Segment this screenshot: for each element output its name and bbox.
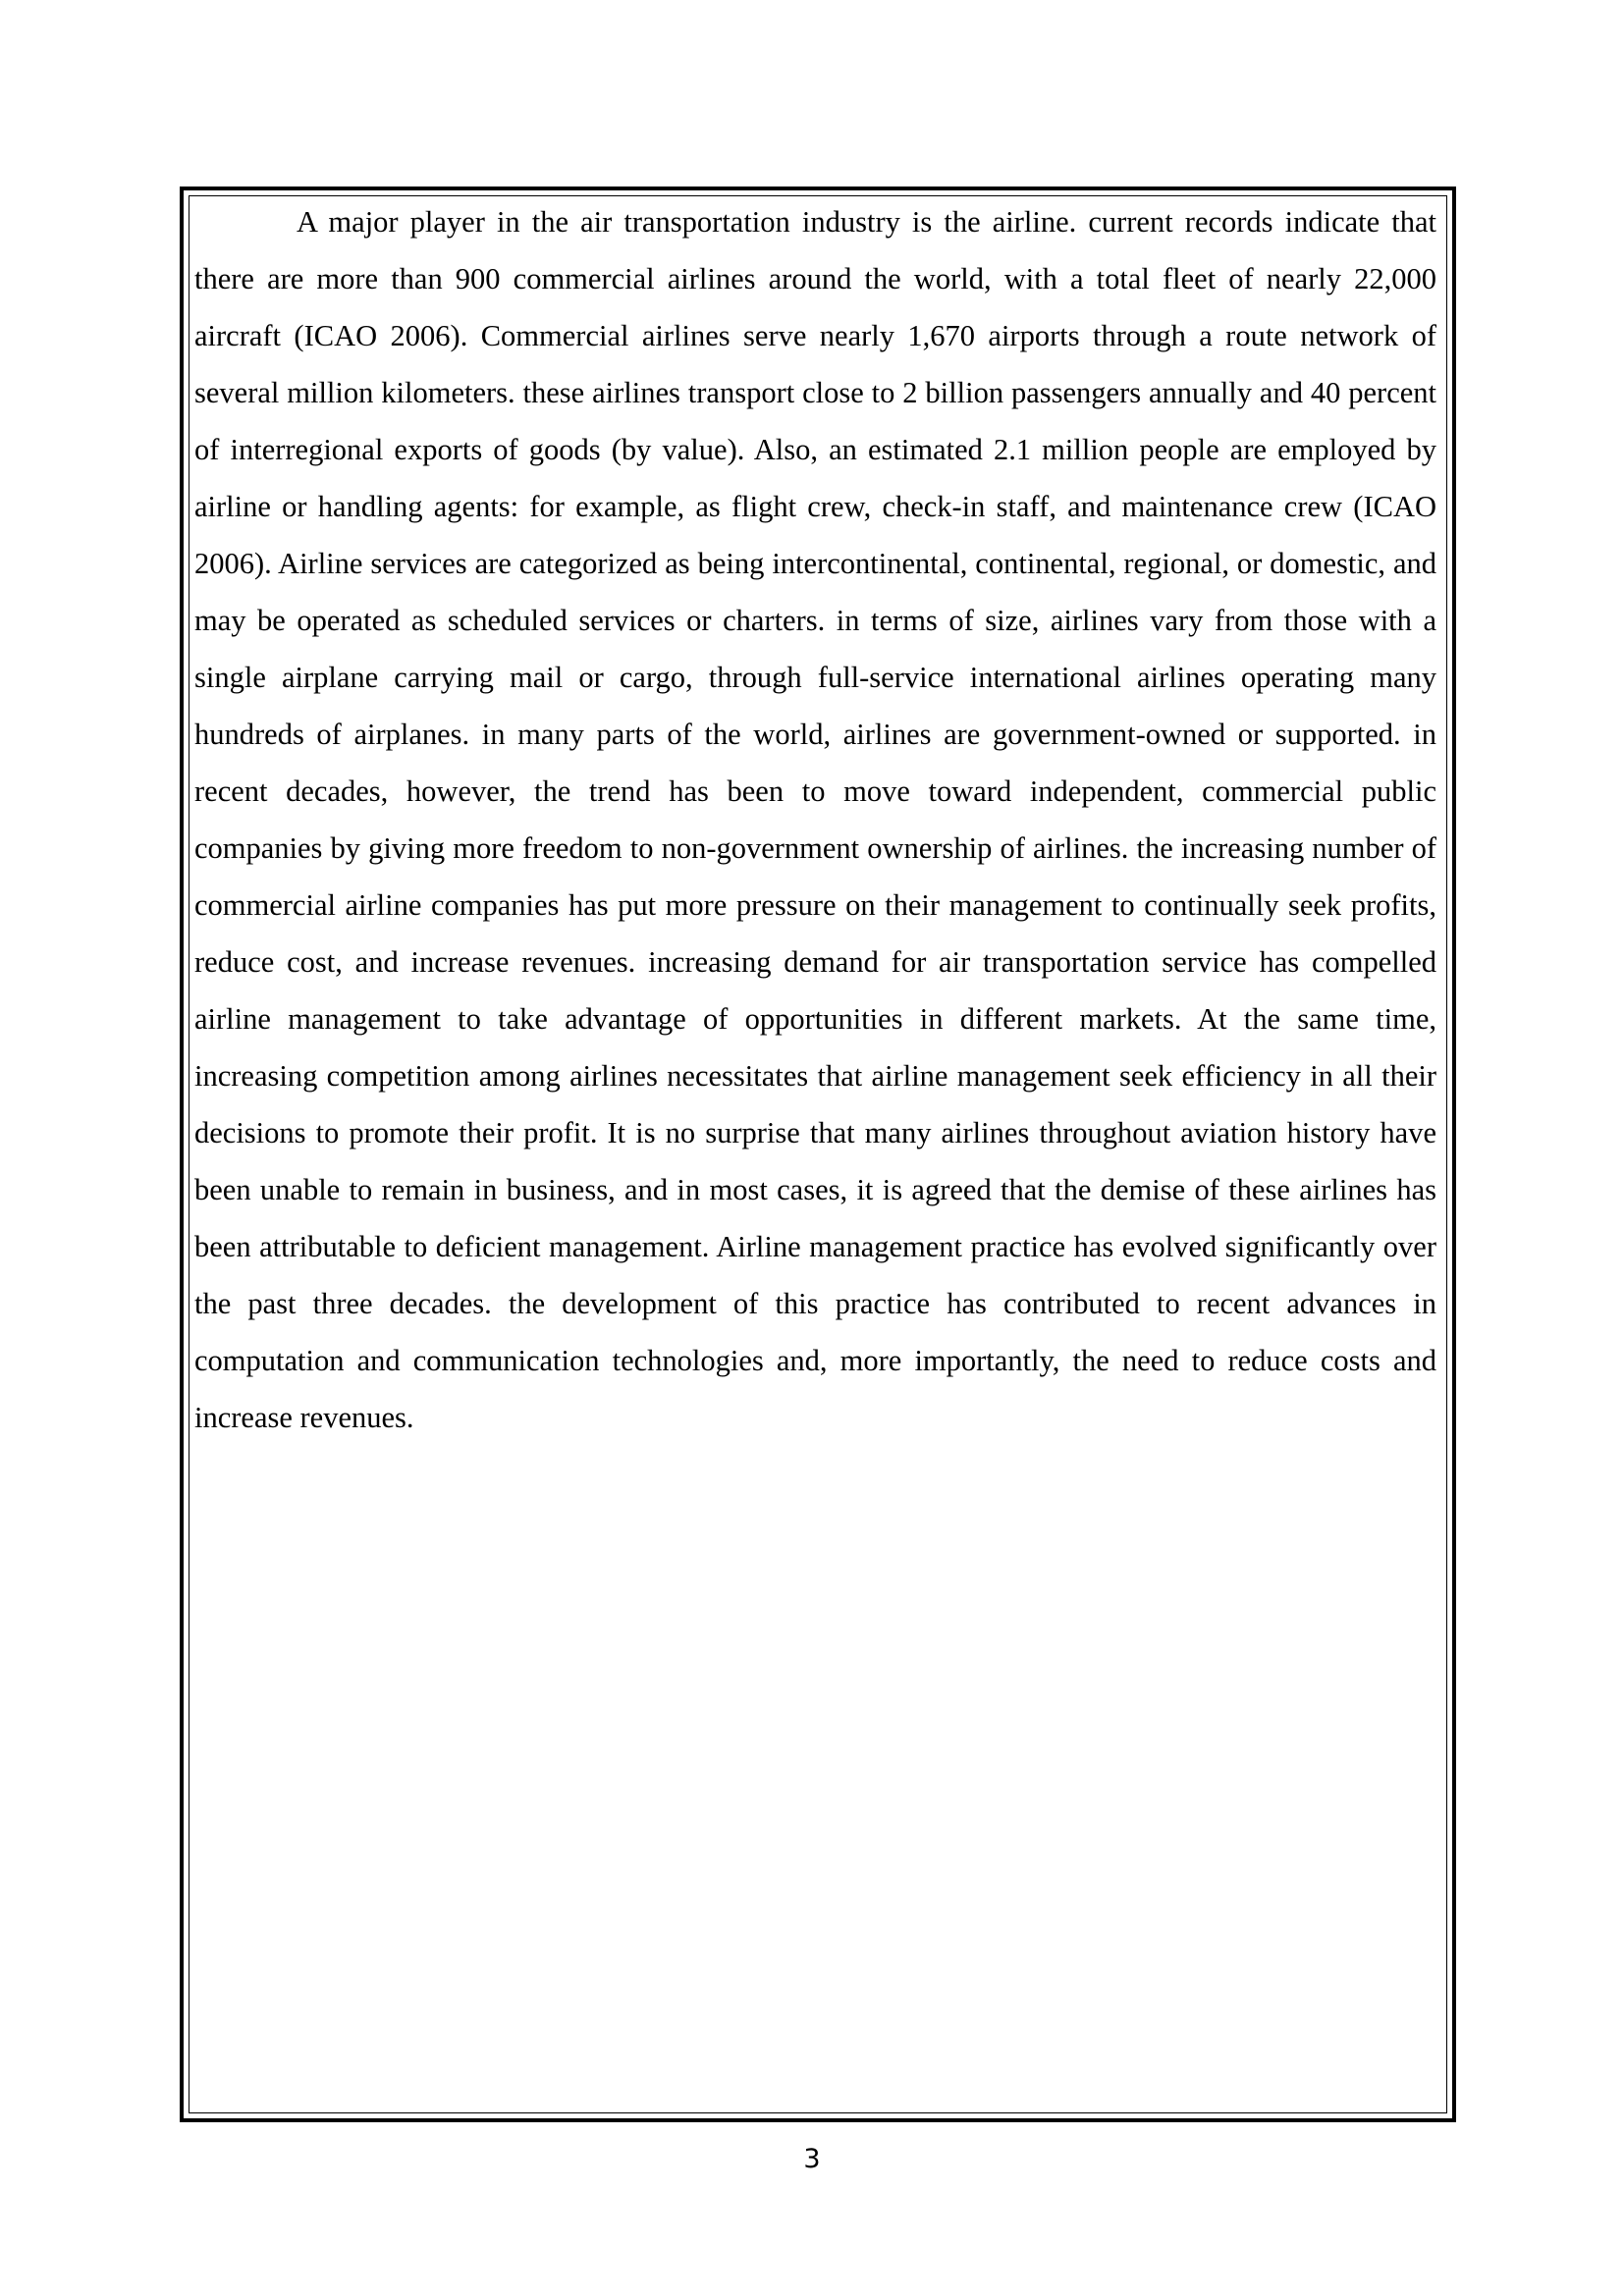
body-paragraph: A major player in the air transportation industry is the airline. current records indicate that there are more than 900 commercial airlines around the world, with a total fleet of nearly 22,000 aircraft (ICAO 2006). Commercial airlines serve nearly 1,670 airports through a route network of several million kilometers. these airlines transport close to 2 billion passengers annually and 40 percent of interregional exports of goods (by value). Also, an estimated 2.1 million people are employed by airline or handling agents: for example, as flight crew, check-in staff, and maintenance crew (ICAO 2006). Airline services are categorized as being intercontinental, continental, regional, or domestic, and may be operated as scheduled services or charters. in terms of size, airlines vary from those with a single airplane carrying mail or cargo, through full-service international airlines operating many hundreds of airplanes. in many parts of the world, airlines are government-owned or supported. in recent decades, however, the trend has been to move toward independent, commercial public companies by giving more freedom to non-government ownership of airlines. the increasing number of commercial airline companies has put more pressure on their management to continually seek profits, reduce cost, and increase revenues. increasing demand for air transportation service has compelled airline management to take advantage of opportunities in different markets. At the same time, increasing competition among airlines necessitates that airline management seek efficiency in all their decisions to promote their profit. It is no surprise that many airlines throughout aviation history have been unable to remain in business, and in most cases, it is agreed that the demise of these airlines has been attributable to deficient management. Airline management practice has evolved significantly over the past three decades. the development of this practice has contributed to recent advances in computation and communication technologies and, more importantly, the need to reduce costs and increase revenues. (194, 205, 1436, 1434)
page-number: 3 (803, 2144, 821, 2174)
